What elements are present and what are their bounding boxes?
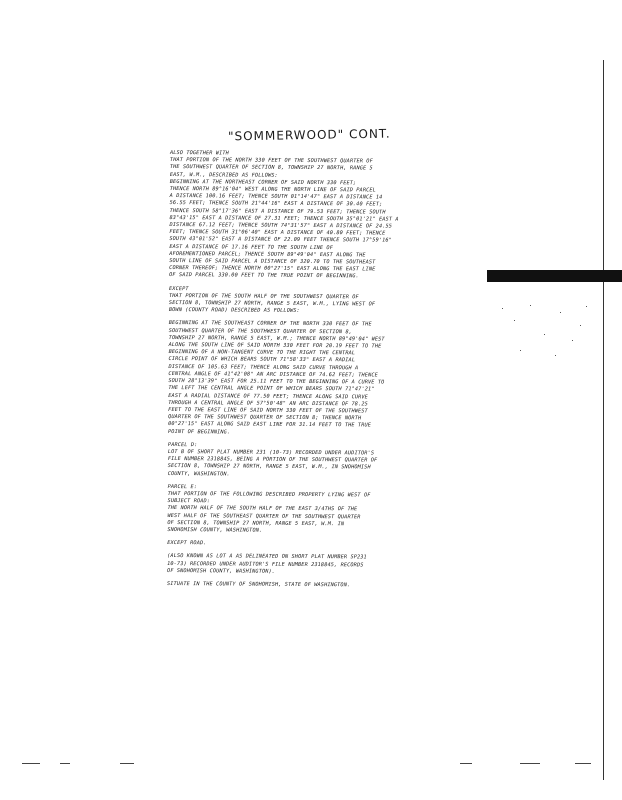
page-edge-line xyxy=(603,60,604,780)
text-line: BOWN (COUNTY ROAD) DESCRIBED AS FOLLOWS: xyxy=(168,307,300,315)
text-line: EAST A RADIAL DISTANCE OF 77.50 FEET; THENCE ALONG SAID CURVE xyxy=(168,392,368,400)
scan-mark xyxy=(22,763,40,764)
paragraph-heading: EXCEPT ROAD. xyxy=(167,540,207,547)
text-line: SOUTH LINE OF SAID PARCEL A DISTANCE OF 320.70 TO THE SOUTHEAST xyxy=(169,258,376,266)
text-line: 56.55 FEET; THENCE SOUTH 21°44'16" EAST A DISTANCE OF 30.40 FEET; xyxy=(169,200,383,208)
text-line: 10-73) RECORDED UNDER AUDITOR'S FILE NUMBER 2318845, RECORDS xyxy=(167,560,364,568)
text-line: THAT PORTION OF THE SOUTH HALF OF THE SOUTHWEST QUARTER OF xyxy=(168,292,359,301)
paragraph xyxy=(168,442,468,480)
noise-dot xyxy=(514,320,515,321)
text-line: ALSO TOGETHER WITH xyxy=(169,150,229,157)
text-line: SOUTHWEST QUARTER OF THE SOUTHWEST QUARTER OF SECTION 8, xyxy=(168,327,353,335)
noise-dot xyxy=(530,305,531,306)
text-line: SNOHOMISH COUNTY, WASHINGTON. xyxy=(167,526,263,534)
scan-mark xyxy=(520,763,540,764)
text-line: BEGINNING AT THE SOUTHEAST CORNER OF THE NORTH 330 FEET OF THE xyxy=(168,320,372,328)
paragraph xyxy=(169,286,469,317)
text-line: OF SAID PARCEL 330.00 FEET TO THE TRUE POINT OF BEGINNING. xyxy=(169,272,359,280)
text-line: SECTION 8, TOWNSHIP 27 NORTH, RANGE 5 EAST, W.M., LYING WEST OF xyxy=(168,300,376,308)
paragraph-heading: PARCEL D: xyxy=(167,441,198,448)
text-line: FEET TO THE EAST LINE OF SAID NORTH 330 FEET OF THE SOUTHWEST xyxy=(168,406,368,415)
paragraph xyxy=(167,581,467,590)
text-line: OF SECTION 8, TOWNSHIP 27 NORTH, RANGE 5 EAST, W.M. IN xyxy=(167,519,345,527)
text-line: FEET; THENCE SOUTH 31°06'40" EAST A DISTANCE OF 40.80 FEET; THENCE xyxy=(169,229,386,237)
legal-description xyxy=(167,150,470,596)
text-line: BEGINNING AT THE NORTHEAST CORNER OF SAID NORTH 330 FEET; xyxy=(169,178,357,187)
text-line: THE NORTH HALF OF THE SOUTH HALF OF THE EAST 3/4THS OF THE xyxy=(167,505,358,513)
text-line: SECTION 8, TOWNSHIP 27 NORTH, RANGE 5 EAST, W.M., IN SNOHOMISH xyxy=(167,463,371,471)
text-line: THAT PORTION OF THE NORTH 330 FEET OF THE SOUTHWEST QUARTER OF xyxy=(169,157,373,165)
text-line: DISTANCE 67.12 FEET; THENCE SOUTH 74°31'57" EAST A DISTANCE OF 24.55 xyxy=(169,222,393,230)
scan-mark xyxy=(60,763,70,764)
noise-dot xyxy=(520,350,521,351)
text-line: AFOREMENTIONED PARCEL; THENCE SOUTH 89°49'04" EAST ALONG THE xyxy=(169,250,366,259)
noise-dot xyxy=(544,334,545,335)
text-line: 83°43'15" EAST A DISTANCE OF 27.31 FEET; THENCE SOUTH 35°01'21" EAST A xyxy=(169,214,399,223)
scan-mark xyxy=(460,763,472,764)
text-line: THROUGH A CENTRAL ANGLE OF 57°50'48" AN ARC DISTANCE OF 78.25 xyxy=(168,399,368,408)
text-line: 00°27'15" EAST ALONG SAID EAST LINE FOR 31.14 FEET TO THE TRUE xyxy=(168,421,372,429)
text-line: CIRCLE POINT OF WHICH BEARS SOUTH 71°58'33" EAST A RADIAL xyxy=(168,356,356,364)
text-line: (ALSO KNOWN AS LOT A AS DELINEATED ON SHORT PLAT NUMBER SP231 xyxy=(167,553,367,561)
text-line: ALONG THE SOUTH LINE OF SAID NORTH 330 FEET FOR 20.19 FEET TO THE xyxy=(168,342,382,350)
text-line: SUBJECT ROAD: xyxy=(167,498,211,505)
noise-dot xyxy=(586,306,587,307)
text-line: COUNTY, WASHINGTON. xyxy=(167,470,230,477)
noise-dot xyxy=(572,340,573,341)
scan-bottom-marks xyxy=(0,760,622,770)
paragraph-heading: PARCEL E: xyxy=(167,483,198,490)
paragraph-heading: EXCEPT xyxy=(169,285,189,292)
text-line: DISTANCE OF 105.63 FEET; THENCE ALONG SAID CURVE THROUGH A xyxy=(168,363,359,372)
noise-dot xyxy=(580,325,581,326)
noise-dot xyxy=(560,312,561,313)
text-line: SOUTH 43°01'52" EAST A DISTANCE OF 22.09 FEET THENCE SOUTH 17°59'16" xyxy=(169,236,392,244)
paragraph xyxy=(167,553,467,577)
text-line: FILE NUMBER 2318845, BEING A PORTION OF THE SOUTHWEST QUARTER OF xyxy=(167,456,378,464)
text-line: TOWNSHIP 27 NORTH, RANGE 5 EAST, W.M.; THENCE NORTH 89°49'04" WEST xyxy=(168,334,385,343)
text-line: SITUATE IN THE COUNTY OF SNOHOMISH, STATE OF WASHINGTON. xyxy=(166,580,351,589)
text-line: POINT OF BEGINNING. xyxy=(168,428,231,435)
text-line: THE SOUTHWEST QUARTER OF SECTION 8, TOWNSHIP 27 NORTH, RANGE 5 xyxy=(169,164,373,172)
paragraph xyxy=(167,484,467,537)
text-line: QUARTER OF THE SOUTHWEST QUARTER OF SECTION 8; THENCE NORTH xyxy=(168,414,362,422)
text-line: EAST, W.M., DESCRIBED AS FOLLOWS: xyxy=(169,171,278,179)
text-line: THENCE SOUTH 58°17'36" EAST A DISTANCE OF 79.53 FEET; THENCE SOUTH xyxy=(169,207,386,216)
noise-dot xyxy=(502,308,503,309)
paragraph xyxy=(168,320,469,437)
text-line: LOT B OF SHORT PLAT NUMBER 231 (10-73) RECORDED UNDER AUDITOR'S xyxy=(167,448,375,457)
text-line: SOUTH 28°13'39" EAST FOR 25.11 FEET TO THE BEGINNING OF A CURVE TO xyxy=(168,378,385,386)
paragraph xyxy=(169,150,470,282)
scan-mark xyxy=(120,763,134,764)
text-line: THE LEFT THE CENTRAL ANGLE POINT OF WHICH BEARS SOUTH 71°47'21" xyxy=(168,385,375,393)
noise-dot xyxy=(555,355,556,356)
scan-mark xyxy=(575,763,591,764)
document-title: "SOMMERWOOD" CONT. xyxy=(227,126,391,144)
text-line: CENTRAL ANGLE OF 41°42'08" AN ARC DISTANCE OF 74.62 FEET; THENCE xyxy=(168,370,378,379)
redaction-bar xyxy=(487,270,622,282)
text-line: A DISTANCE 100.16 FEET; THENCE SOUTH 01°14'47" EAST A DISTANCE 14 xyxy=(169,193,383,201)
text-line: THAT PORTION OF THE FOLLOWING DESCRIBED PROPERTY LYING WEST OF xyxy=(167,490,371,499)
text-line: BEGINNING OF A NON-TANGENT CURVE TO THE RIGHT THE CENTRAL xyxy=(168,349,356,357)
text-line: CORNER THEREOF; THENCE NORTH 00°27'15" EAST ALONG THE EAST LINE xyxy=(169,265,376,273)
text-line: THENCE NORTH 89°16'04" WEST ALONG THE NORTH LINE OF SAID PARCEL xyxy=(169,186,376,194)
text-line: WEST HALF OF THE SOUTHEAST QUARTER OF THE SOUTHWEST QUARTER xyxy=(167,512,361,520)
text-line: EAST A DISTANCE OF 17.16 FEET TO THE SOUTH LINE OF xyxy=(169,243,334,251)
text-line: OF SNOHOMISH COUNTY, WASHINGTON). xyxy=(167,567,276,575)
paragraph xyxy=(167,540,467,549)
scan-noise xyxy=(500,300,590,360)
